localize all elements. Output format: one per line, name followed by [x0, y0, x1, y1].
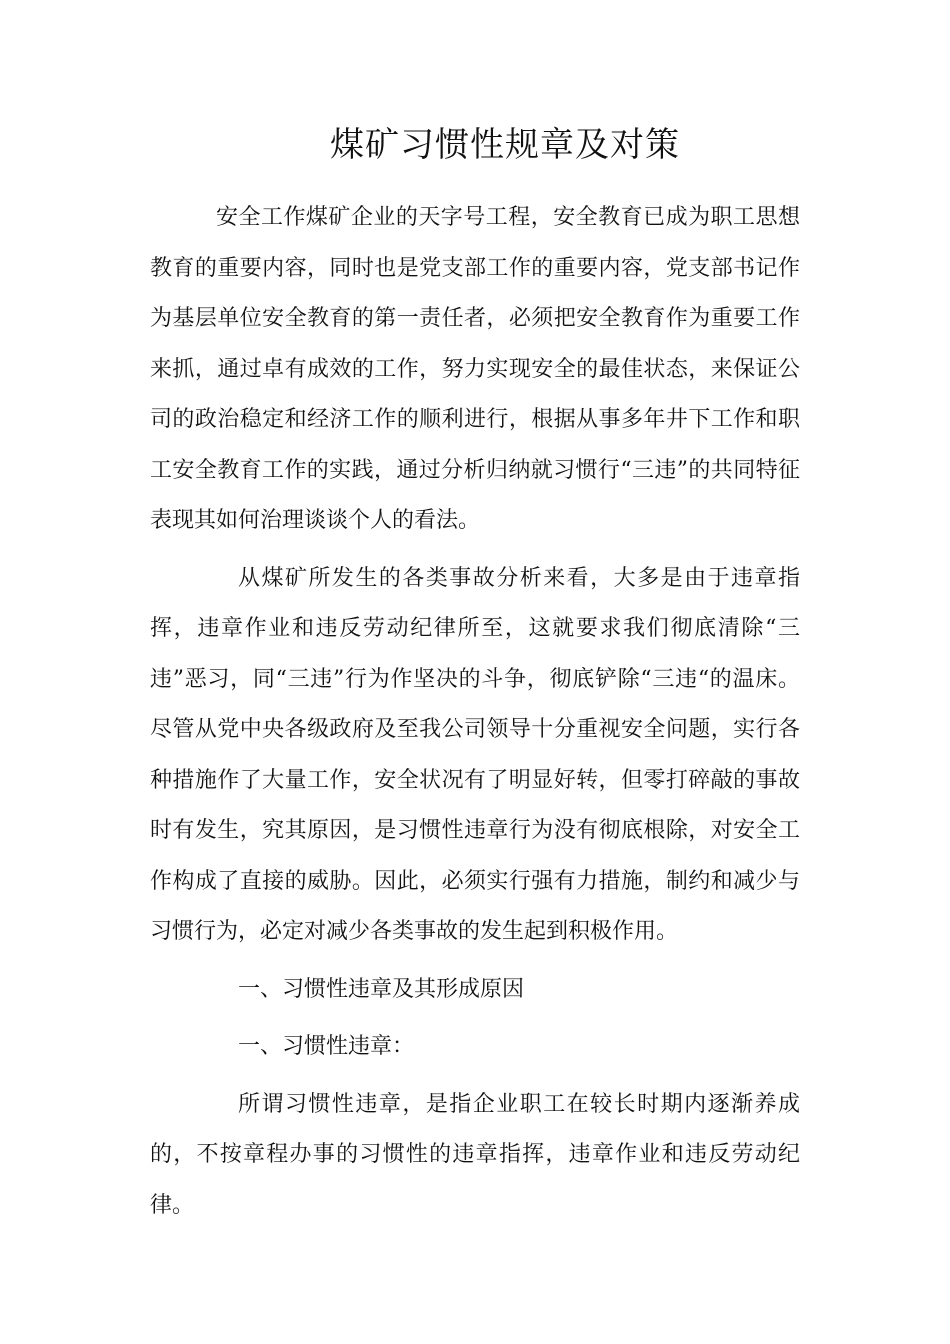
document-title: 煤矿习惯性规章及对策: [330, 125, 680, 165]
paragraph-accident-analysis: 从煤矿所发生的各类事故分析来看，大多是由于违章指挥，违章作业和违反劳动纪律所至，这就要求我们彻底清除“三违”恶习，同“三违”行为作坚决的斗争，彻底铲除“三违“的温床。尽管从党中央各级政府及至我公司领导十分重视安全问题，实行各种措施作了大量工作，安全状况有了明显好转，但零打碎敲的事故时有发生，究其原因，是习惯性违章行为没有彻底根除，对安全工作构成了直接的威胁。因此，必须实行强有力措施，制约和减少与习惯行为，必定对减少各类事故的发生起到积极作用。: [150, 565, 800, 944]
subsection-heading: 一、习惯性违章：: [238, 1034, 415, 1059]
paragraph-intro: 安全工作煤矿企业的天字号工程，安全教育已成为职工思想教育的重要内容，同时也是党支部工作的重要内容，党支部书记作为基层单位安全教育的第一责任者，必须把安全教育作为重要工作来抓，通过卓有成效的工作，努力实现安全的最佳状态，来保证公司的政治稳定和经济工作的顺利进行，根据从事多年井下工作和职工安全教育工作的实践，通过分析归纳就习惯行“三违”的共同特征表现其如何治理谈谈个人的看法。: [150, 205, 800, 533]
document-body: [150, 193, 800, 1231]
section-heading: 一、习惯性违章及其形成原因: [238, 976, 525, 1002]
paragraph-definition: 所谓习惯性违章，是指企业职工在较长时期内逐渐养成的，不按章程办事的习惯性的违章指挥，违章作业和违反劳动纪律。: [150, 1091, 800, 1218]
